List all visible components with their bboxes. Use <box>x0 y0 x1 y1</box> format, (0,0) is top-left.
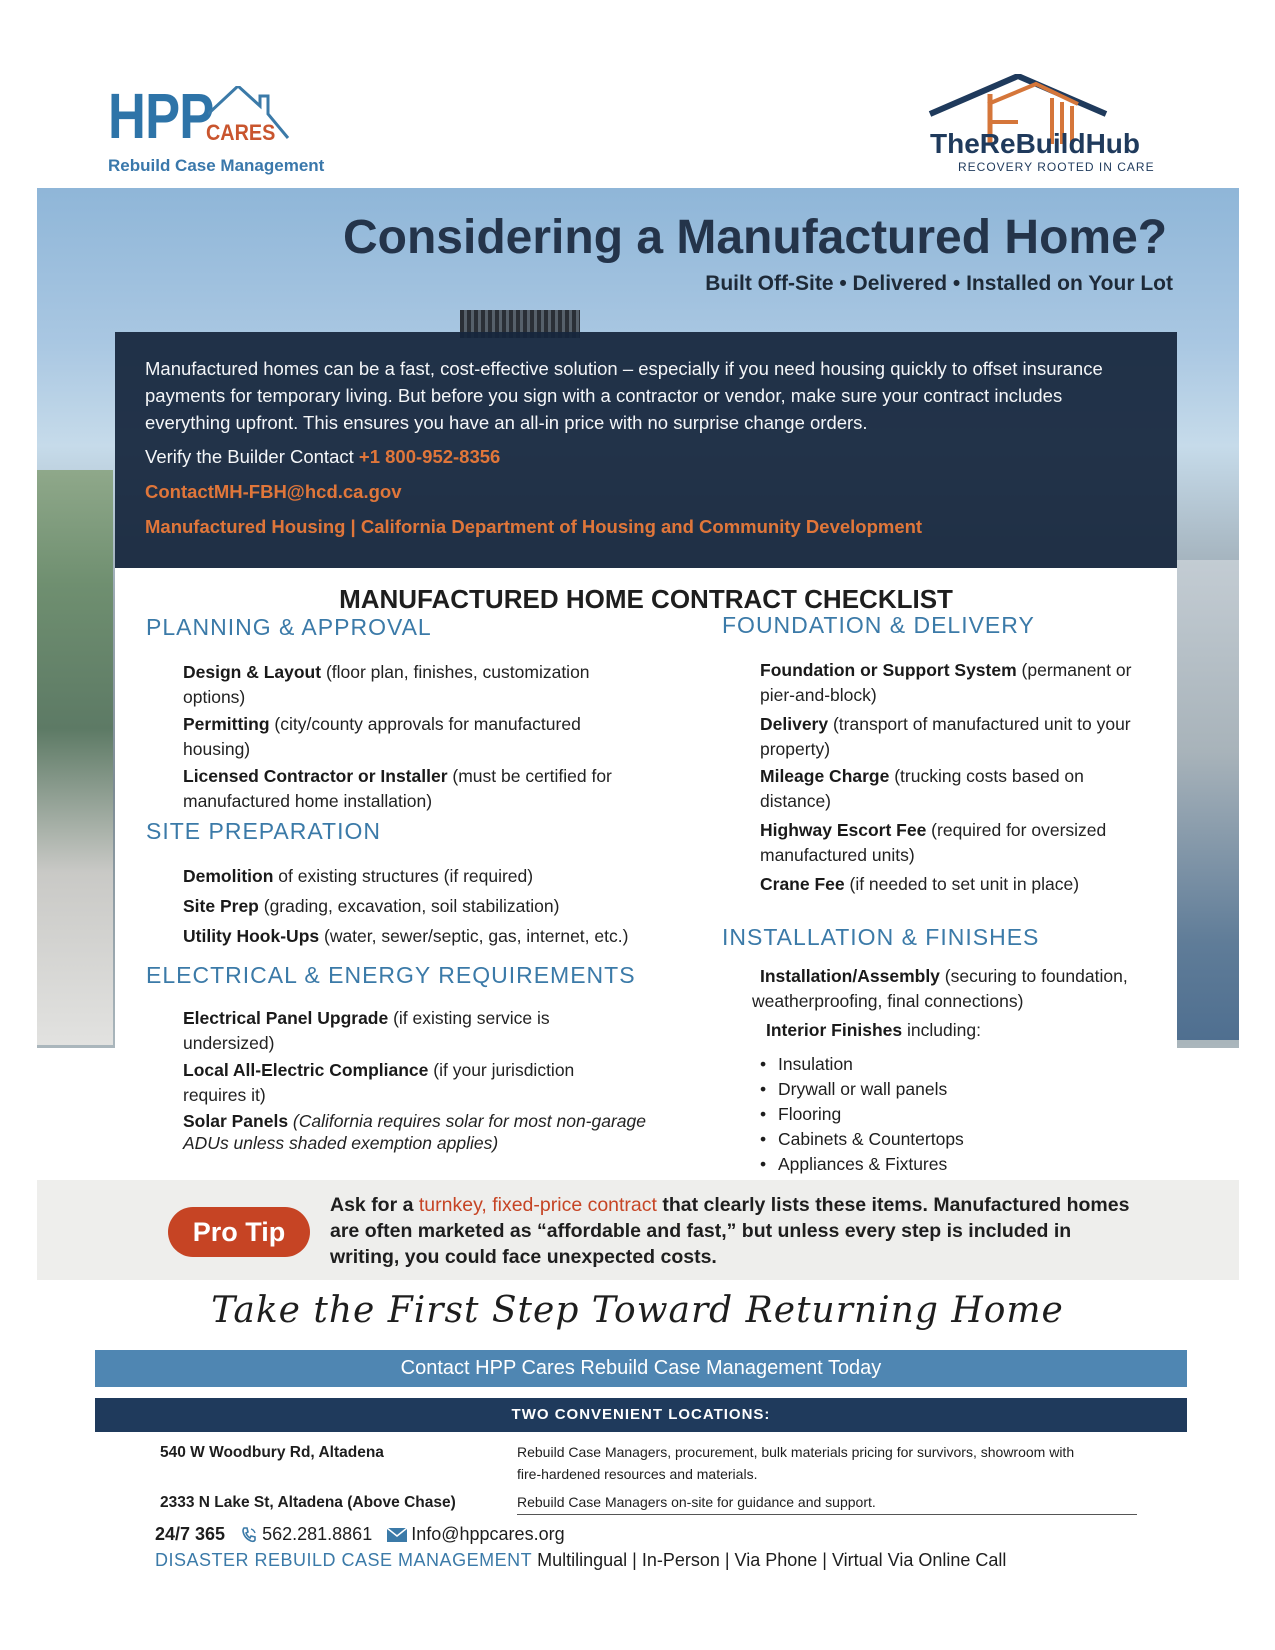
hpp-logo-cares: CARES <box>206 120 276 145</box>
checklist-item: Foundation or Support System (permanent or pier-and-block) <box>760 660 1132 705</box>
hcd-website-link[interactable]: Manufactured Housing | California Department of Housing and Community Development <box>145 516 923 537</box>
checklist-item: Local All-Electric Compliance (if your jurisdiction requires it) <box>183 1060 575 1105</box>
footer-service-modes: Multilingual | In-Person | Via Phone | Virtual Via Online Call <box>537 1550 1007 1570</box>
rebuild-the: The <box>930 128 980 159</box>
checklist-item: Utility Hook-Ups (water, sewer/septic, gas, internet, etc.) <box>183 926 629 946</box>
pro-tip-badge: Pro Tip <box>168 1207 310 1257</box>
phone-icon <box>240 1526 258 1544</box>
hero-photo-right-edge <box>1175 560 1239 1040</box>
mail-icon <box>387 1528 407 1542</box>
location-address: 540 W Woodbury Rd, Altadena <box>160 1444 384 1461</box>
script-tagline: Take the First Step Toward Returning Home <box>211 1290 1064 1331</box>
list-item: • Flooring <box>760 1102 964 1127</box>
footer-phone-link[interactable]: 562.281.8861 <box>262 1524 373 1544</box>
divider-line <box>517 1514 1137 1515</box>
checklist-item: Licensed Contractor or Installer (must be certified for manufactured home installation) <box>183 766 612 811</box>
rebuild-hub-wordmark <box>930 128 1140 160</box>
checklist-item: Delivery (transport of manufactured unit to your property) <box>760 714 1131 759</box>
rebuild-hub: Hub <box>1085 128 1140 159</box>
checklist-item: Demolition of existing structures (if required) <box>183 866 534 886</box>
section-electrical-heading: ELECTRICAL & ENERGY REQUIREMENTS <box>146 962 636 988</box>
intro-text: Manufactured homes can be a fast, cost-effective solution – especially if you need housing quickly to offset insurance payments for temporary living. But before you sign with a contractor or vendor, make sure your contract includes everything upfront. This ensures you have an all-in price with no surprise change orders. <box>145 358 1103 433</box>
footer-service-label: DISASTER REBUILD CASE MANAGEMENT <box>155 1550 533 1570</box>
checklist-item: Site Prep (grading, excavation, soil stabilization) <box>183 896 560 916</box>
hours-label: 24/7 365 <box>155 1524 226 1544</box>
hpp-cares-logo <box>108 80 368 180</box>
location-description: Rebuild Case Managers, procurement, bulk materials pricing for survivors, showroom with fire-hardened resources and materials. <box>517 1444 1075 1482</box>
checklist-item: Interior Finishes including: <box>766 1020 981 1040</box>
list-item: • Appliances & Fixtures <box>760 1152 964 1177</box>
footer-services-line <box>155 1550 1006 1571</box>
section-foundation-heading: FOUNDATION & DELIVERY <box>722 612 1035 638</box>
list-item: • Drywall or wall panels <box>760 1077 964 1102</box>
rebuild-name: ReBuild <box>979 128 1086 159</box>
verify-phone-link[interactable]: +1 800-952-8356 <box>358 446 501 467</box>
section-planning-heading: PLANNING & APPROVAL <box>146 614 432 640</box>
rebuild-hub-logo <box>928 74 1178 174</box>
checklist-item: Highway Escort Fee (required for oversized manufactured units) <box>760 820 1107 865</box>
rebuild-hub-tagline: RECOVERY ROOTED IN CARE <box>958 160 1155 174</box>
location-description: Rebuild Case Managers on-site for guidance and support. <box>517 1494 876 1510</box>
page-subtitle: Built Off-Site • Delivered • Installed on Your Lot <box>705 272 1173 295</box>
hpp-logo-word: HPP <box>108 80 214 152</box>
contact-banner: Contact HPP Cares Rebuild Case Management Today <box>95 1350 1187 1387</box>
hpp-logo-subtitle: Rebuild Case Management <box>108 156 325 175</box>
hero-photo-left-edge <box>37 470 113 1045</box>
checklist-item: Permitting (city/county approvals for manufactured housing) <box>183 714 581 759</box>
location-address: 2333 N Lake St, Altadena (Above Chase) <box>160 1494 456 1511</box>
checklist-item: Crane Fee (if needed to set unit in place) <box>760 874 1080 894</box>
footer-email-link[interactable]: Info@hppcares.org <box>411 1524 565 1544</box>
locations-banner: TWO CONVENIENT LOCATIONS: <box>95 1398 1187 1432</box>
checklist-item: Electrical Panel Upgrade (if existing service is undersized) <box>183 1008 550 1053</box>
checklist-item: Solar Panels (California requires solar for most non-garage ADUs unless shaded exemption applies) <box>183 1111 647 1153</box>
section-installation-heading: INSTALLATION & FINISHES <box>722 924 1040 950</box>
verify-label: Verify the Builder Contact <box>145 446 354 467</box>
checklist-item: Installation/Assembly (securing to foundation, weatherproofing, final connections) <box>752 966 1128 1011</box>
interior-finishes-list <box>760 1052 964 1177</box>
page-title: Considering a Manufactured Home? <box>343 211 1168 264</box>
section-site-heading: SITE PREPARATION <box>146 818 381 844</box>
footer-contact-line <box>155 1524 565 1545</box>
checklist-item: Mileage Charge (trucking costs based on distance) <box>760 766 1084 811</box>
checklist-item: Design & Layout (floor plan, finishes, customization options) <box>183 662 590 707</box>
verify-builder-line <box>145 446 500 468</box>
pro-tip-text: Ask for a turnkey, fixed-price contract that clearly lists these items. Manufactured homes are often marketed as “affordable and fast,” but unless every step is included in writing, you could face unexpected costs. <box>330 1194 1130 1268</box>
contact-email-link[interactable]: ContactMH-FBH@hcd.ca.gov <box>145 481 402 502</box>
list-item: • Cabinets & Countertops <box>760 1127 964 1152</box>
checklist-title: MANUFACTURED HOME CONTRACT CHECKLIST <box>339 584 953 614</box>
list-item: • Insulation <box>760 1052 964 1077</box>
